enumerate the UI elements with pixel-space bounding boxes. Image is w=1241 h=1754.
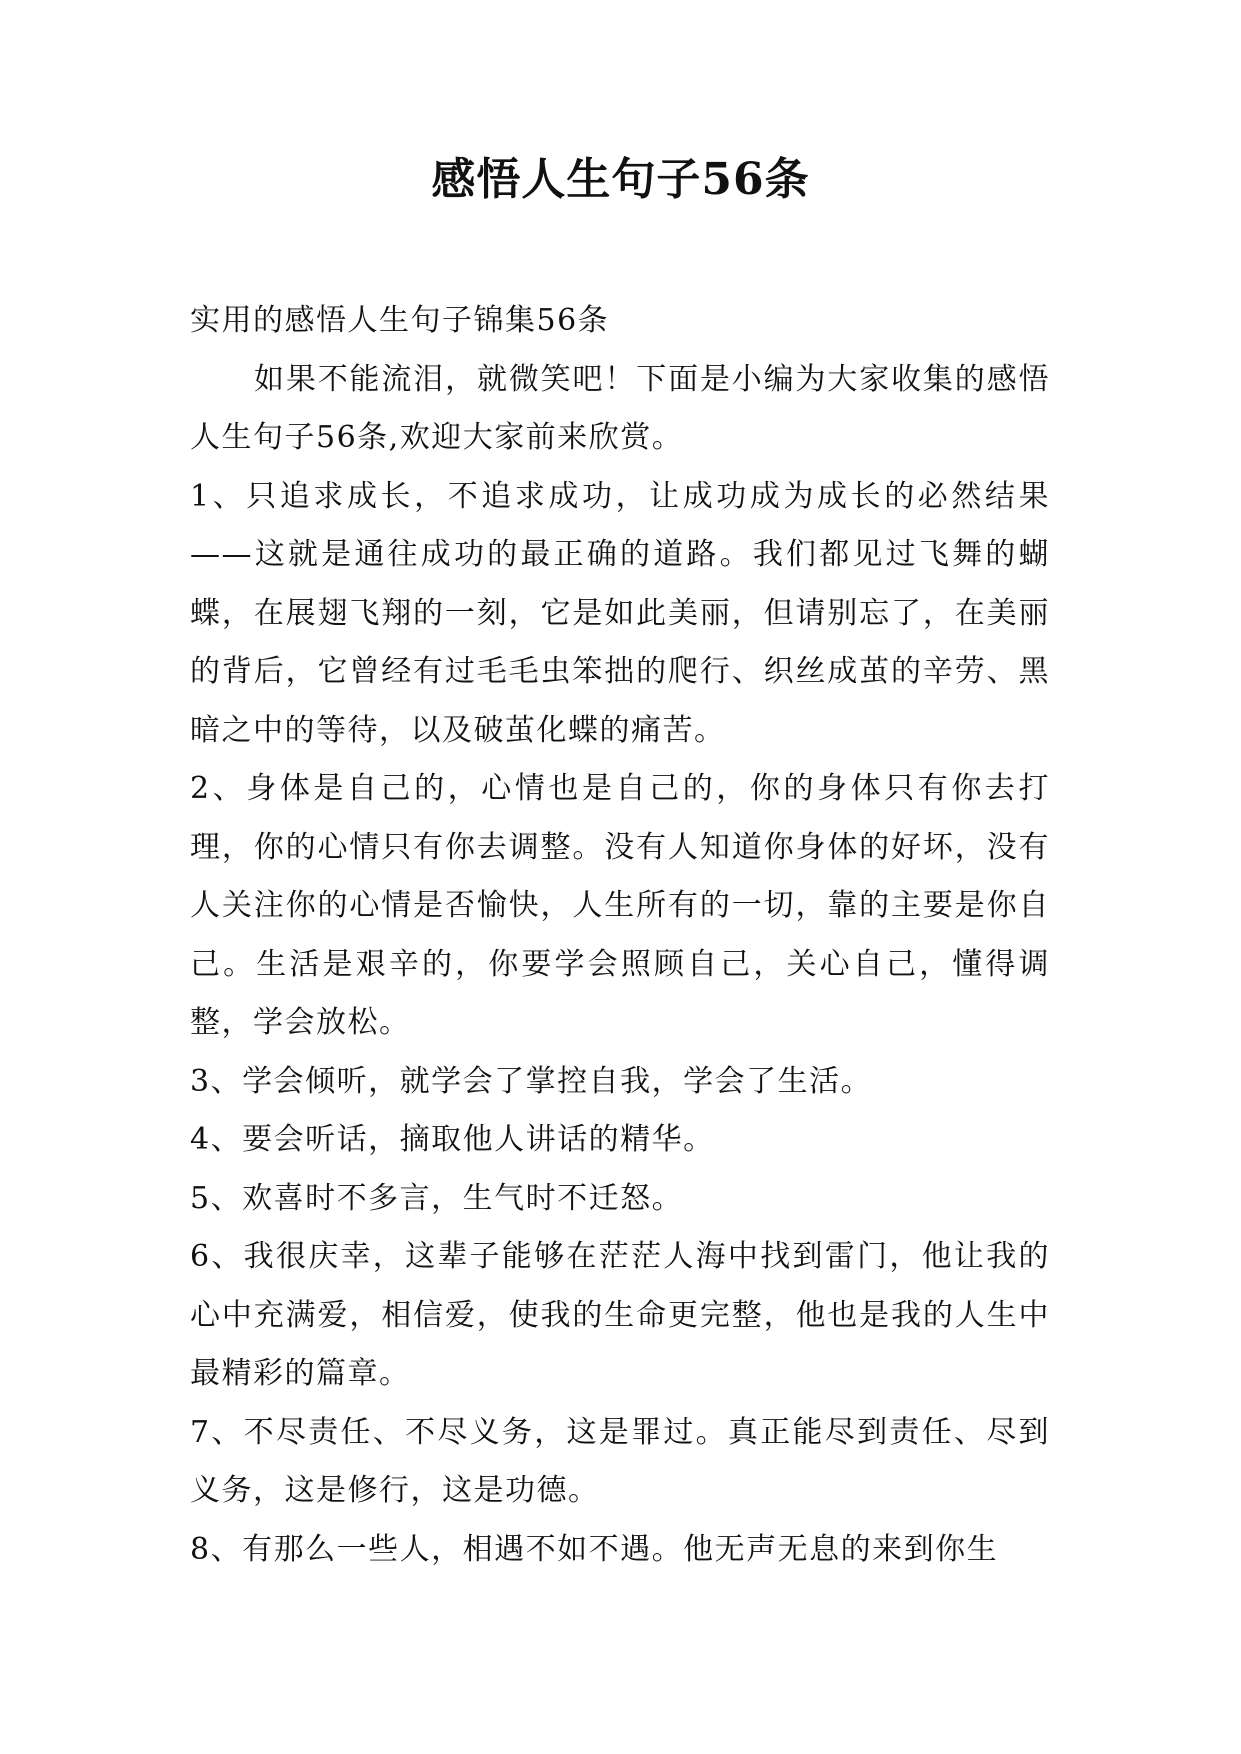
document-title: 感悟人生句子56条 <box>431 154 810 205</box>
list-item: 4、要会听话，摘取他人讲话的精华。 <box>190 1122 715 1157</box>
list-item: 3、学会倾听，就学会了掌控自我，学会了生活。 <box>190 1063 873 1099</box>
list-item: 6、我很庆幸，这辈子能够在茫茫人海中找到雷门，他让我的心中充满爱，相信爱，使我的生命更完整，他也是我的人生中最精彩的篇章。 <box>190 1239 1050 1391</box>
list-item: 2、身体是自己的，心情也是自己的，你的身体只有你去打理，你的心情只有你去调整。没有人知道你身体的好坏，没有人关注你的心情是否愉快，人生所有的一切，靠的主要是你自己。生活是艰辛的，你要学会照顾自己，关心自己，懂得调整，学会放松。 <box>190 771 1050 1040</box>
list-item: 5、欢喜时不多言，生气时不迁怒。 <box>190 1180 684 1216</box>
subtitle-paragraph: 实用的感悟人生句子锦集56条 <box>190 303 610 338</box>
list-item: 1、只追求成长，不追求成功，让成功成为成长的必然结果——这就是通往成功的最正确的道路。我们都见过飞舞的蝴蝶，在展翅飞翔的一刻，它是如此美丽，但请别忘了，在美丽的背后，它曾经有过毛毛虫笨拙的爬行、织丝成茧的辛劳、黑暗之中的等待，以及破茧化蝶的痛苦。 <box>190 478 1050 748</box>
list-item: 7、不尽责任、不尽义务，这是罪过。真正能尽到责任、尽到义务，这是修行，这是功德。 <box>190 1414 1050 1508</box>
intro-paragraph: 如果不能流泪，就微笑吧！下面是小编为大家收集的感悟人生句子56条,欢迎大家前来欣赏。 <box>190 361 1050 455</box>
document-body <box>190 292 1050 1579</box>
list-item: 8、有那么一些人，相遇不如不遇。他无声无息的来到你生 <box>190 1531 999 1567</box>
